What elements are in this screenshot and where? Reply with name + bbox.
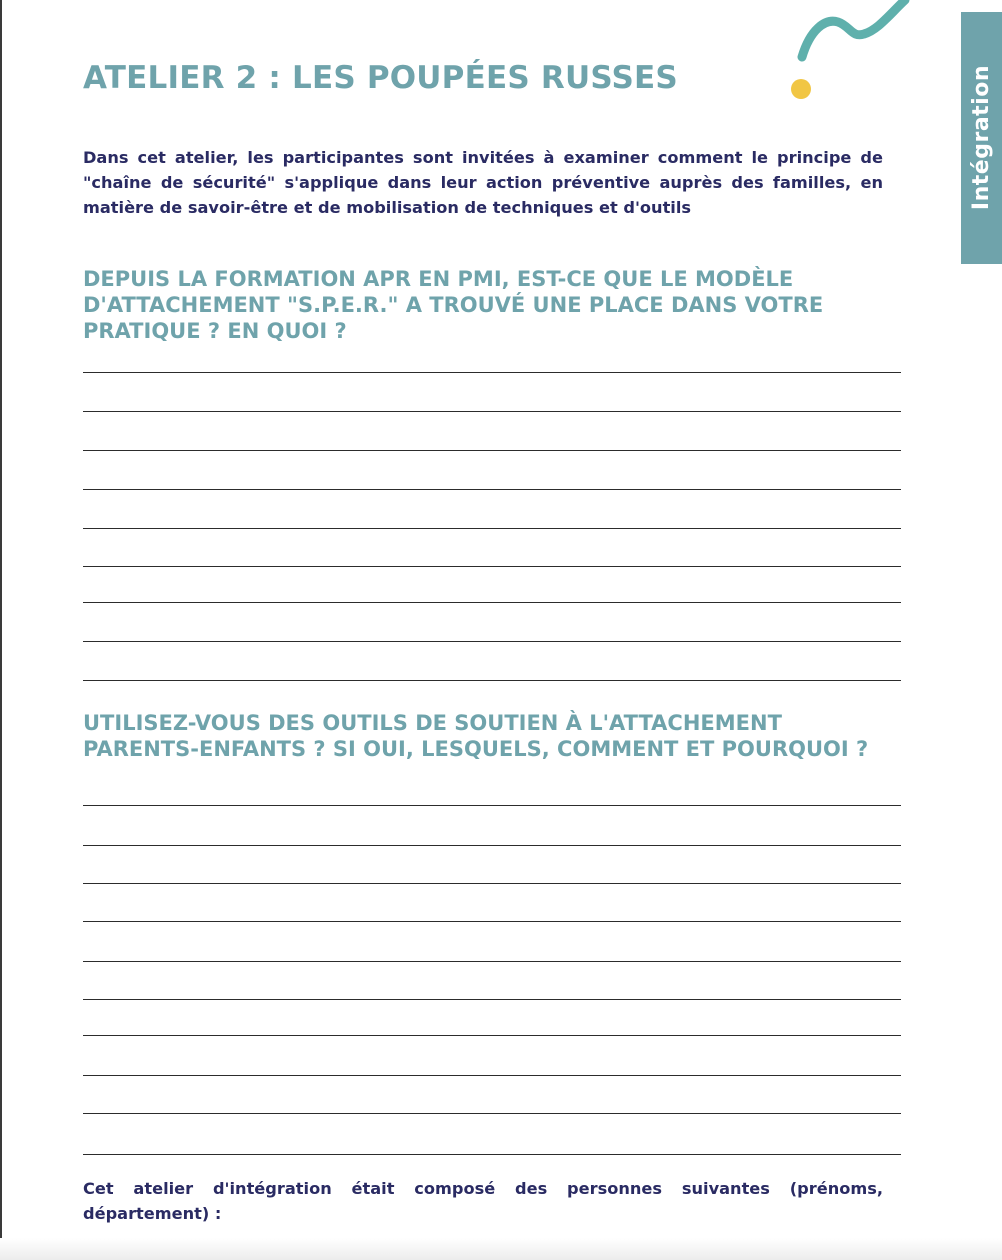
answer-line xyxy=(83,372,901,373)
answer-line xyxy=(83,1075,901,1076)
answer-line xyxy=(83,450,901,451)
answer-line xyxy=(83,680,901,681)
answer-line xyxy=(83,883,901,884)
page-bottom-shadow xyxy=(0,1238,1002,1260)
answer-line xyxy=(83,566,901,567)
answer-line xyxy=(83,845,901,846)
answer-line xyxy=(83,1113,901,1114)
answer-line xyxy=(83,805,901,806)
page-edge xyxy=(0,0,2,1260)
answer-line xyxy=(83,411,901,412)
answer-line xyxy=(83,999,901,1000)
answer-line xyxy=(83,602,901,603)
answer-line xyxy=(83,641,901,642)
intro-paragraph: Dans cet atelier, les participantes sont invitées à examiner comment le principe de "chaîne de sécurité" s'applique dans leur action préventive auprès des familles, en matière de savoir-être et de mobilisation de techniques et d'outils xyxy=(83,148,883,217)
question-2: UTILISEZ-VOUS DES OUTILS DE SOUTIEN À L'ATTACHEMENT PARENTS-ENFANTS ? SI OUI, LESQUELS, COMMENT ET POURQUOI ? xyxy=(83,711,869,761)
decorative-squiggle xyxy=(780,0,920,110)
side-tab-label: Intégration xyxy=(969,65,994,211)
side-tab-integration xyxy=(961,12,1002,264)
squiggle-stroke xyxy=(802,0,905,57)
question-1: DEPUIS LA FORMATION APR EN PMI, EST-CE QUE LE MODÈLE D'ATTACHEMENT "S.P.E.R." A TROUVÉ UNE PLACE DANS VOTRE PRATIQUE ? EN QUOI ? xyxy=(83,267,824,343)
answer-line xyxy=(83,528,901,529)
answer-line xyxy=(83,1154,901,1155)
yellow-dot xyxy=(791,79,811,99)
answer-line xyxy=(83,961,901,962)
answer-line xyxy=(83,1035,901,1036)
answer-line xyxy=(83,921,901,922)
answer-line xyxy=(83,489,901,490)
participants-note: Cet atelier d'intégration était composé des personnes suivantes (prénoms, département) : xyxy=(83,1179,883,1223)
page-title: ATELIER 2 : LES POUPÉES RUSSES xyxy=(83,60,678,96)
